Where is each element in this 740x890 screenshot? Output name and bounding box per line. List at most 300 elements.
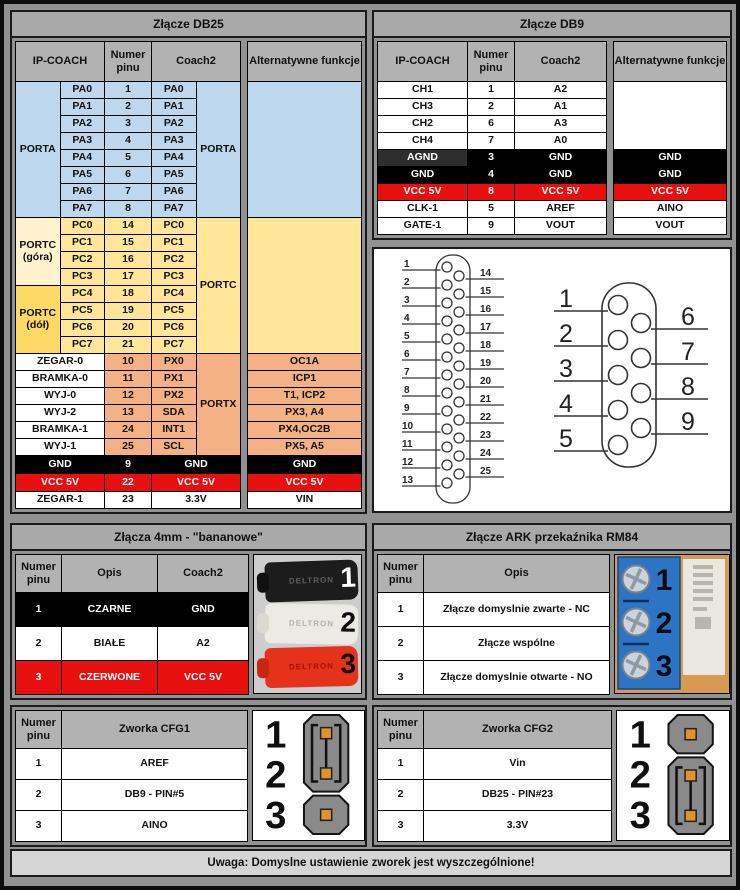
note-bar: Uwaga: Domyslne ustawienie zworek jest wyszczególnione!: [10, 849, 732, 877]
pin-cell: 1: [378, 749, 424, 780]
coach2-cell: A1: [515, 99, 607, 116]
pin-cell: 19: [105, 303, 152, 320]
table-row: [378, 116, 607, 133]
table-header-row: [248, 42, 362, 82]
alt-cell: PX4,OC2B: [248, 422, 362, 439]
coach2-cell: PC7: [152, 337, 197, 354]
ark-terminal-graphic: [615, 555, 729, 693]
table-row: [378, 201, 607, 218]
plug-brand-label: DELTRON: [288, 618, 335, 629]
ark-terminal-photo: [614, 554, 730, 694]
table-row: [248, 456, 362, 474]
ark-title: Złącze ARK przekaźnika RM84: [374, 525, 730, 551]
table-row: [16, 354, 241, 371]
banana-table: [15, 554, 249, 695]
table-row: [378, 184, 607, 201]
db9-pin-label: 5: [559, 425, 573, 453]
pin-cell: 2: [16, 627, 62, 661]
alt-cell: GND: [614, 167, 727, 184]
db25-pin-label: 10: [402, 421, 414, 432]
cfg1-table: [15, 710, 248, 842]
db9-title: Złącze DB9: [374, 12, 730, 38]
banana-plug-white: [265, 603, 359, 645]
pin-cell: 8: [105, 201, 152, 218]
group-cell: PORTC (góra): [16, 218, 61, 286]
table-row: [16, 474, 241, 492]
plug-tip: [257, 613, 269, 633]
cfg2-jumper-diagram: [616, 710, 730, 841]
value-cell: AREF: [62, 749, 248, 780]
jumper-pin-number: 3: [265, 793, 287, 837]
pin-cell: 18: [105, 286, 152, 303]
signal-cell: BRAMKA-0: [16, 371, 105, 388]
coach2-cell: PA0: [152, 82, 197, 99]
pin-cell: 9: [105, 456, 152, 474]
pin-cell: 13: [105, 405, 152, 422]
cfg1-jumper-diagram: [252, 710, 365, 841]
pin-cell: 11: [105, 371, 152, 388]
coach2-cell: PA3: [152, 133, 197, 150]
pin-cell: 21: [105, 337, 152, 354]
signal-cell: PC6: [60, 320, 105, 337]
table-row: [248, 354, 362, 371]
alt-cell: VOUT: [614, 218, 727, 235]
signal-cell: CH4: [378, 133, 468, 150]
pin-cell: 17: [105, 269, 152, 286]
alt-cell: VIN: [248, 492, 362, 509]
table-row: [16, 811, 248, 842]
table-row: [248, 218, 362, 354]
opis-cell: Złącze domyslnie zwarte - NC: [424, 593, 610, 627]
col-header-coach2: Coach2: [158, 555, 249, 593]
col-header-pin: Numer pinu: [16, 711, 62, 749]
db25-panel: [10, 10, 367, 514]
coach2-cell: A2: [158, 627, 249, 661]
pin-cell: 3: [16, 661, 62, 695]
alt-cell: [248, 218, 362, 354]
db9-pin-label: 9: [681, 408, 695, 436]
coach2-cell: AREF: [515, 201, 607, 218]
signal-cell: VCC 5V: [378, 184, 468, 201]
table-row: [378, 627, 610, 661]
db9-pin-label: 2: [559, 320, 573, 348]
db25-pin-label: 22: [480, 412, 492, 423]
ark-terminal-number: 1: [655, 564, 673, 597]
pin-cell: 16: [105, 252, 152, 269]
signal-cell: PA3: [60, 133, 105, 150]
db9-pin-label: 1: [559, 285, 573, 313]
signal-cell: WYJ-2: [16, 405, 105, 422]
coach2-cell: PA5: [152, 167, 197, 184]
table-row: [16, 627, 249, 661]
pin-cell: 7: [105, 184, 152, 201]
signal-cell: WYJ-0: [16, 388, 105, 405]
pin-cell: 4: [105, 133, 152, 150]
signal-cell: PC5: [60, 303, 105, 320]
table-row: [248, 492, 362, 509]
pin-cell: 9: [468, 218, 515, 235]
coach2-cell: VOUT: [515, 218, 607, 235]
signal-cell: ZEGAR-1: [16, 492, 105, 509]
jumper-pin-number: 3: [629, 793, 651, 837]
coach2-cell: PC0: [152, 218, 197, 235]
banana-plugs-photo: [253, 554, 362, 694]
alt-cell: VCC 5V: [614, 184, 727, 201]
db25-main-table: [15, 41, 241, 509]
group-cell: PORTA: [16, 82, 61, 218]
col-header-opis: Opis: [62, 555, 158, 593]
coach2-cell: A2: [515, 82, 607, 99]
pin-cell: 3: [468, 150, 515, 167]
pin-cell: 1: [16, 749, 62, 780]
db9-pin-label: 6: [681, 303, 695, 331]
cfg2-panel: [372, 705, 732, 847]
signal-cell: PA1: [60, 99, 105, 116]
pin-cell: 14: [105, 218, 152, 235]
pin-cell: 3: [16, 811, 62, 842]
alt-cell: [248, 82, 362, 218]
db25-pin-label: 15: [480, 286, 492, 297]
pin-cell: 7: [468, 133, 515, 150]
pin-cell: 3: [378, 661, 424, 695]
opis-cell: Złącze wspólne: [424, 627, 610, 661]
table-header-row: [378, 711, 612, 749]
pin-cell: 3: [378, 811, 424, 842]
plug-number: 1: [339, 561, 357, 593]
jumper-pin-number: 1: [629, 713, 651, 757]
db25-title: Złącze DB25: [12, 12, 365, 38]
group-cell: PORTA: [196, 82, 241, 218]
db25-pin-label: 7: [404, 367, 410, 378]
signal-cell: PC7: [60, 337, 105, 354]
pin-cell: 3: [105, 116, 152, 133]
coach2-cell: PX1: [152, 371, 197, 388]
table-header-row: [16, 42, 241, 82]
coach2-cell: PC6: [152, 320, 197, 337]
ark-terminal-number: 2: [655, 607, 673, 640]
db9-alt-table: [613, 41, 727, 235]
table-row: [378, 82, 607, 99]
table-row: [378, 749, 612, 780]
table-row: [378, 218, 607, 235]
col-header-coach2: Coach2: [152, 42, 241, 82]
col-header-ipcoach: IP-COACH: [16, 42, 105, 82]
db25-pin-label: 4: [404, 313, 410, 324]
table-row: [248, 82, 362, 218]
signal-cell: CLK-1: [378, 201, 468, 218]
cfg2-table: [377, 710, 612, 842]
db25-pin-label: 2: [404, 277, 410, 288]
coach2-cell: PA7: [152, 201, 197, 218]
db25-pin-label: 6: [404, 349, 410, 360]
table-row: [16, 82, 241, 99]
pin-cell: 8: [468, 184, 515, 201]
table-row: [16, 456, 241, 474]
table-header-row: [16, 711, 248, 749]
db9-pin-label: 3: [559, 355, 573, 383]
col-header-pin: Numer pinu: [378, 711, 424, 749]
table-header-row: [614, 42, 727, 82]
col-header-name: Zworka CFG1: [62, 711, 248, 749]
pin-cell: 1: [105, 82, 152, 99]
signal-cell: PA5: [60, 167, 105, 184]
db9-pin-label: 4: [559, 390, 573, 418]
table-row: [614, 82, 727, 150]
table-row: [248, 405, 362, 422]
table-row: [16, 218, 241, 235]
table-row: [248, 439, 362, 456]
signal-cell: PC1: [60, 235, 105, 252]
db25-pin-label: 19: [480, 358, 492, 369]
opis-cell: CZERWONE: [62, 661, 158, 695]
table-row: [16, 661, 249, 695]
coach2-cell: PX0: [152, 354, 197, 371]
coach2-cell: PC4: [152, 286, 197, 303]
alt-cell: OC1A: [248, 354, 362, 371]
table-row: [378, 133, 607, 150]
signal-cell: PC4: [60, 286, 105, 303]
pin-cell: 1: [16, 593, 62, 627]
coach2-cell: GND: [515, 167, 607, 184]
opis-cell: BIAŁE: [62, 627, 158, 661]
coach2-cell: PA4: [152, 150, 197, 167]
col-header-pin: Numer pinu: [16, 555, 62, 593]
db25-pin-label: 9: [404, 403, 410, 414]
coach2-cell: GND: [152, 456, 241, 474]
db25-pin-label: 1: [404, 259, 410, 270]
col-header-alt: Alternatywne funkcje: [614, 42, 727, 82]
coach2-cell: GND: [158, 593, 249, 627]
db25-pin-label: 12: [402, 457, 414, 468]
group-cell: PORTC (dół): [16, 286, 61, 354]
pin-cell: 5: [105, 150, 152, 167]
signal-cell: ZEGAR-0: [16, 354, 105, 371]
alt-cell: VCC 5V: [248, 474, 362, 492]
table-row: [248, 388, 362, 405]
table-row: [614, 201, 727, 218]
pin-cell: 4: [468, 167, 515, 184]
coach2-cell: VCC 5V: [152, 474, 241, 492]
db25-alt-table: [247, 41, 362, 509]
coach2-cell: PX2: [152, 388, 197, 405]
coach2-cell: GND: [515, 150, 607, 167]
pin-cell: 2: [16, 780, 62, 811]
alt-cell: GND: [248, 456, 362, 474]
coach2-cell: INT1: [152, 422, 197, 439]
pin-cell: 5: [468, 201, 515, 218]
db25-pin-label: 3: [404, 295, 410, 306]
pin-cell: 10: [105, 354, 152, 371]
alt-cell: [614, 82, 727, 150]
plug-brand-label: DELTRON: [288, 661, 335, 672]
db25-pin-label: 17: [480, 322, 492, 333]
db25-pin-label: 14: [480, 268, 492, 279]
banana-plug-red: [264, 646, 358, 688]
signal-cell: VCC 5V: [16, 474, 105, 492]
table-row: [378, 593, 610, 627]
db25-pin-label: 25: [480, 466, 492, 477]
alt-cell: ICP1: [248, 371, 362, 388]
signal-cell: GATE-1: [378, 218, 468, 235]
coach2-cell: PC1: [152, 235, 197, 252]
db9-main-table: [377, 41, 607, 235]
col-header-alt: Alternatywne funkcje: [248, 42, 362, 82]
coach2-cell: 3.3V: [152, 492, 241, 509]
signal-cell: GND: [378, 167, 468, 184]
jumper-pin-number: 2: [629, 753, 651, 797]
db9-pin-label: 7: [681, 338, 695, 366]
table-row: [248, 474, 362, 492]
table-row: [248, 371, 362, 388]
opis-cell: CZARNE: [62, 593, 158, 627]
pin-cell: 1: [468, 82, 515, 99]
coach2-cell: PA1: [152, 99, 197, 116]
ark-panel: [372, 523, 732, 700]
db25-pin-label: 5: [404, 331, 410, 342]
coach2-cell: A3: [515, 116, 607, 133]
coach2-cell: PC3: [152, 269, 197, 286]
signal-cell: WYJ-1: [16, 439, 105, 456]
table-row: [378, 780, 612, 811]
plug-number: 2: [340, 606, 357, 638]
opis-cell: Złącze domyslnie otwarte - NO: [424, 661, 610, 695]
table-row: [16, 749, 248, 780]
plug-tip: [257, 572, 270, 592]
plug-tip: [257, 658, 270, 678]
value-cell: 3.3V: [424, 811, 612, 842]
pin-cell: 25: [105, 439, 152, 456]
coach2-cell: A0: [515, 133, 607, 150]
coach2-cell: PC5: [152, 303, 197, 320]
pin-cell: 22: [105, 474, 152, 492]
table-row: [378, 811, 612, 842]
col-header-pin: Numer pinu: [468, 42, 515, 82]
ark-terminal-number: 3: [655, 650, 673, 683]
table-row: [378, 167, 607, 184]
table-header-row: [16, 555, 249, 593]
db25-pin-label: 11: [402, 439, 413, 450]
pin-cell: 2: [378, 627, 424, 661]
coach2-cell: SDA: [152, 405, 197, 422]
value-cell: Vin: [424, 749, 612, 780]
table-row: [378, 150, 607, 167]
table-row: [614, 218, 727, 235]
signal-cell: CH2: [378, 116, 468, 133]
pin-cell: 24: [105, 422, 152, 439]
coach2-cell: VCC 5V: [515, 184, 607, 201]
db25-pin-label: 13: [402, 475, 414, 486]
banana-plug-black: [264, 559, 358, 602]
db9-pin-label: 8: [681, 373, 695, 401]
signal-cell: PA7: [60, 201, 105, 218]
col-header-pin: Numer pinu: [105, 42, 152, 82]
signal-cell: CH1: [378, 82, 468, 99]
table-row: [16, 780, 248, 811]
value-cell: AINO: [62, 811, 248, 842]
alt-cell: AINO: [614, 201, 727, 218]
table-header-row: [378, 555, 610, 593]
plug-number: 3: [339, 648, 357, 680]
table-row: [378, 99, 607, 116]
signal-cell: BRAMKA-1: [16, 422, 105, 439]
pin-cell: 12: [105, 388, 152, 405]
signal-cell: GND: [16, 456, 105, 474]
signal-cell: PC2: [60, 252, 105, 269]
plug-brand-label: DELTRON: [288, 574, 335, 586]
alt-cell: PX3, A4: [248, 405, 362, 422]
pin-cell: 6: [468, 116, 515, 133]
coach2-cell: PA2: [152, 116, 197, 133]
db25-pin-label: 16: [480, 304, 492, 315]
db9-panel: [372, 10, 732, 240]
pin-cell: 20: [105, 320, 152, 337]
col-header-opis: Opis: [424, 555, 610, 593]
col-header-name: Zworka CFG2: [424, 711, 612, 749]
signal-cell: PA6: [60, 184, 105, 201]
coach2-cell: SCL: [152, 439, 197, 456]
table-header-row: [378, 42, 607, 82]
pin-cell: 2: [105, 99, 152, 116]
pin-cell: 15: [105, 235, 152, 252]
connector-diagram-panel: [372, 247, 732, 513]
table-row: [248, 422, 362, 439]
db25-pin-label: 8: [404, 385, 410, 396]
col-header-pin: Numer pinu: [378, 555, 424, 593]
jumper-pin-number: 1: [265, 713, 287, 757]
signal-cell: PC0: [60, 218, 105, 235]
pin-cell: 1: [378, 593, 424, 627]
banana-title: Złącza 4mm - "bananowe": [12, 525, 365, 551]
signal-cell: CH3: [378, 99, 468, 116]
alt-cell: T1, ICP2: [248, 388, 362, 405]
db25-pin-label: 21: [480, 394, 492, 405]
table-row: [614, 167, 727, 184]
signal-cell: AGND: [378, 150, 468, 167]
table-row: [614, 184, 727, 201]
coach2-cell: VCC 5V: [158, 661, 249, 695]
signal-cell: PA2: [60, 116, 105, 133]
table-row: [16, 593, 249, 627]
pin-cell: 2: [468, 99, 515, 116]
signal-cell: PC3: [60, 269, 105, 286]
alt-cell: PX5, A5: [248, 439, 362, 456]
table-row: [614, 150, 727, 167]
coach2-cell: PA6: [152, 184, 197, 201]
pin-cell: 6: [105, 167, 152, 184]
pin-cell: 2: [378, 780, 424, 811]
banana-panel: [10, 523, 367, 700]
pin-cell: 23: [105, 492, 152, 509]
table-row: [378, 661, 610, 695]
value-cell: DB9 - PIN#5: [62, 780, 248, 811]
ark-table: [377, 554, 610, 695]
col-header-ipcoach: IP-COACH: [378, 42, 468, 82]
signal-cell: PA4: [60, 150, 105, 167]
group-cell: PORTC: [196, 218, 241, 354]
jumper-pin-number: 2: [265, 753, 287, 797]
coach2-cell: PC2: [152, 252, 197, 269]
group-cell: PORTX: [196, 354, 241, 456]
alt-cell: GND: [614, 150, 727, 167]
db25-pin-label: 18: [480, 340, 492, 351]
col-header-coach2: Coach2: [515, 42, 607, 82]
cfg1-panel: [10, 705, 367, 847]
db25-pin-label: 20: [480, 376, 492, 387]
db25-pin-label: 23: [480, 430, 492, 441]
db25-pin-label: 24: [480, 448, 492, 459]
db25-db9-connector-diagram: [374, 249, 728, 509]
value-cell: DB25 - PIN#23: [424, 780, 612, 811]
